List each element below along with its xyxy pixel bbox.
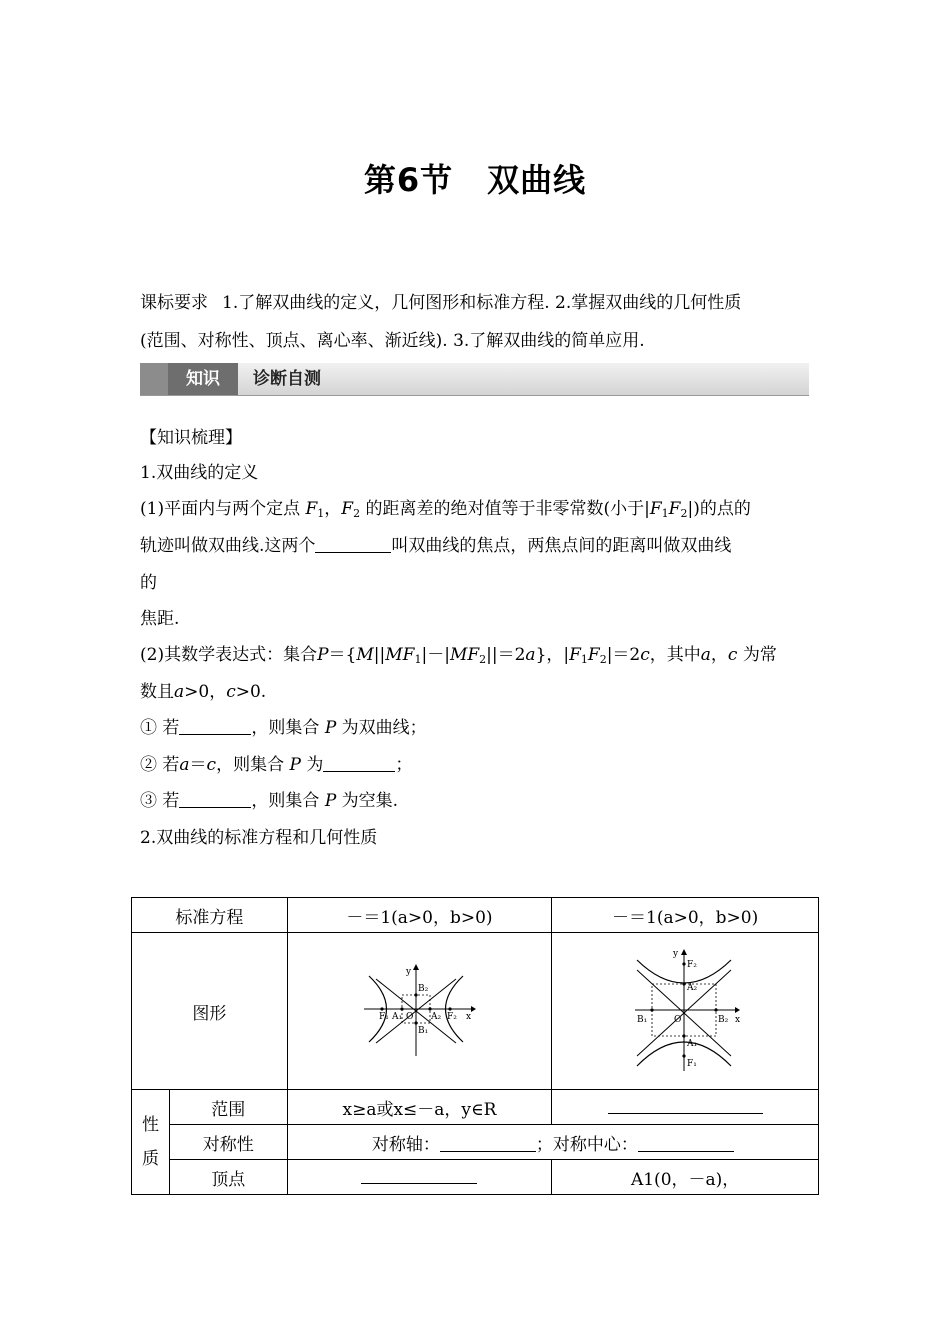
range-label: 范围: [169, 1090, 287, 1125]
hyperbola-vertical-graph: [625, 946, 745, 1076]
blank[interactable]: [638, 1135, 734, 1152]
blank[interactable]: [361, 1167, 477, 1184]
hyperbola-horizontal-graph: [359, 961, 479, 1061]
vertex-label: 顶点: [169, 1160, 287, 1195]
symmetry-value: 对称轴： ；对称中心：: [287, 1125, 818, 1160]
requirements-line-2: (范围、对称性、顶点、离心率、渐近线). 3.了解双曲线的简单应用.: [140, 331, 645, 351]
item-3: ③ 若 ，则集合 P 为空集.: [140, 791, 399, 811]
range-value: x≥a或x≤－a，y∈R: [287, 1090, 552, 1125]
section-banner: [140, 363, 809, 396]
blank[interactable]: [315, 536, 391, 553]
header-standard-equation: 标准方程: [132, 898, 288, 933]
definition-line-1: (1)平面内与两个定点 $F_1$，$F_2$ 的距离差的绝对值等于非零常数(小于$|F_1F_2|$)的点的: [140, 499, 751, 520]
item-1: ① 若 ，则集合 P 为双曲线；: [140, 718, 427, 738]
range-answer: [552, 1090, 819, 1125]
blank[interactable]: [608, 1097, 763, 1114]
svg-text:y: y: [406, 967, 412, 977]
section-2-title: 2.双曲线的标准方程和几何性质: [140, 828, 378, 848]
svg-text:B₁: B₁: [637, 1015, 648, 1025]
vertex-answer: [287, 1160, 552, 1195]
blank[interactable]: [323, 755, 395, 772]
svg-text:A₂: A₂: [431, 1012, 442, 1022]
blank[interactable]: [440, 1135, 536, 1152]
properties-side-label: 性 质: [132, 1090, 170, 1195]
definition-line-2: 轨迹叫做双曲线.这两个 叫双曲线的焦点，两焦点间的距离叫做双曲线: [140, 536, 732, 556]
svg-text:x: x: [466, 1012, 472, 1022]
knowledge-heading: 【知识梳理】: [140, 428, 242, 448]
properties-table: [131, 897, 819, 1195]
svg-text:O: O: [406, 1012, 414, 1022]
graph-cell-x: [287, 933, 552, 1090]
vertex-value: A1(0，－a)，: [552, 1160, 819, 1195]
graph-cell-y: [552, 933, 819, 1090]
svg-text:B₂: B₂: [718, 1015, 729, 1025]
section-1-title: 1.双曲线的定义: [140, 463, 259, 483]
svg-text:A₁: A₁: [392, 1012, 403, 1022]
item-2: ② 若a＝c，则集合 P 为 ；: [140, 755, 413, 775]
svg-text:B₁: B₁: [418, 1026, 429, 1036]
expression-line-1: (2)其数学表达式：集合$P=\{M||MF_1|-|MF_2||=2a\}$，$|F_1F_2|=2c$，其中a，c 为常: [140, 645, 777, 666]
definition-line-4: 焦距.: [140, 609, 180, 629]
definition-line-3: 的: [140, 573, 157, 593]
page-title: 第6节 双曲线: [363, 161, 587, 199]
svg-text:O: O: [674, 1015, 682, 1025]
header-equation-x: －＝1(a>0，b>0): [287, 898, 552, 933]
banner-text: 诊断自测: [253, 369, 321, 389]
header-equation-y: －＝1(a>0，b>0): [552, 898, 819, 933]
graph-label: 图形: [132, 933, 288, 1090]
svg-text:x: x: [735, 1015, 741, 1025]
svg-text:F₂: F₂: [687, 960, 697, 970]
blank[interactable]: [179, 718, 251, 735]
svg-text:y: y: [673, 949, 679, 959]
blank[interactable]: [179, 791, 251, 808]
svg-text:B₂: B₂: [418, 984, 429, 994]
symmetry-label: 对称性: [169, 1125, 287, 1160]
svg-text:F₂: F₂: [447, 1012, 458, 1022]
svg-text:A₁: A₁: [687, 1039, 698, 1049]
svg-text:A₂: A₂: [687, 983, 698, 993]
banner-tag: 知识: [168, 363, 238, 395]
svg-text:F₁: F₁: [379, 1012, 390, 1022]
svg-text:F₁: F₁: [687, 1059, 697, 1069]
expression-line-2: 数且a>0，c>0.: [140, 682, 267, 702]
requirements-line-1: 课标要求 1.了解双曲线的定义，几何图形和标准方程. 2.掌握双曲线的几何性质: [140, 293, 742, 313]
